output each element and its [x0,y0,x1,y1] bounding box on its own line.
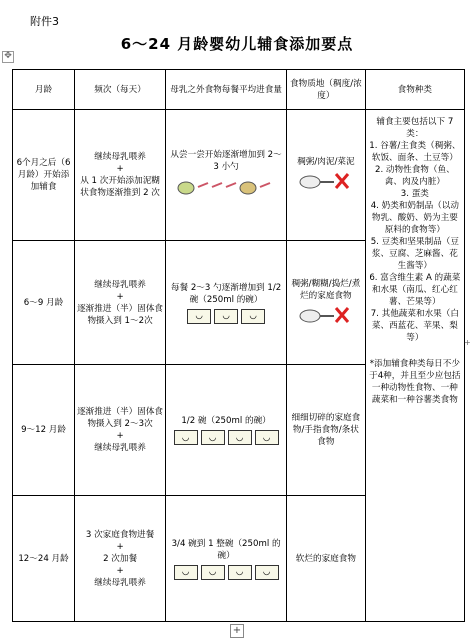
table-header-row [13,70,465,110]
freq-cell: 继续母乳喂养 + 逐渐推进（半）固体食物摄入到 1～2次 [75,241,166,365]
bowl-icon: ◡ [228,565,252,580]
food-types-cell: 辅食主要包括以下 7 类： 1. 谷薯/主食类（稠粥、软饭、面条、土豆等） 2. 动物性食物（鱼、禽、肉及内脏） 3. 蛋类 4. 奶类和奶制品（以动物乳、酸奶、奶为主要原料的食物等） 5. 豆类和坚果制品（豆浆、豆腐、芝麻酱、花生酱等） 6. 富含维生素 A 的蔬菜和水果（南瓜、红心红薯、芒果等） 7. 其他蔬菜和水果（白菜、西蓝花、苹果、梨等） *添加辅食种类每日不少于4种，并且至少应包括一种动物性食物、一种蔬菜和一种谷薯类食物 [365,110,464,622]
freq-cell: 继续母乳喂养 + 从 1 次开始添加泥糊状食物逐渐推到 2 次 [75,110,166,241]
age-cell: 9～12 月龄 [13,365,75,496]
attachment-label: 附件3 [30,15,59,28]
header-texture: 食物质地（稠度/浓度） [287,70,366,110]
add-row-icon[interactable]: + [230,624,244,638]
texture-cell: 稠粥/糊糊/捣烂/煮烂的家庭食物 [287,241,366,365]
food-note: *添加辅食种类每日不少于4种，并且至少应包括一种动物性食物、一种蔬菜和一种谷薯类食物 [369,359,461,405]
bowl-icon: ◡ [201,565,225,580]
bowl-icon: ◡ [241,309,265,324]
bowl-icon: ◡ [201,430,225,445]
page-title: 6～24 月龄婴幼儿辅食添加要点 [120,35,354,53]
move-handle-icon[interactable]: ✥ [2,51,14,63]
resize-handle-icon[interactable]: + [464,338,471,347]
freq-cell: 逐渐推进（半）固体食物摄入到 2～3次 + 继续母乳喂养 [75,365,166,496]
age-cell: 6～9 月龄 [13,241,75,365]
table-row [13,110,465,241]
bowls-illustration [168,430,284,445]
bowl-icon: ◡ [187,309,211,324]
header-types: 食物种类 [365,70,464,110]
amount-cell: 从尝一尝开始逐渐增加到 2～3 小勺 [166,110,287,241]
amount-cell: 1/2 碗（250ml 的碗） ◡ ◡ ◡ ◡ [166,365,287,496]
bowl-icon: ◡ [255,430,279,445]
bowl-icon: ◡ [255,565,279,580]
spoon-no-icon [296,170,356,194]
bowl-icon: ◡ [214,309,238,324]
bowl-icon: ◡ [174,565,198,580]
texture-cell: 软烂的家庭食物 [287,496,366,622]
spoons-illustration [176,175,276,201]
bowl-icon: ◡ [174,430,198,445]
freq-cell: 3 次家庭食物进餐 + 2 次加餐 + 继续母乳喂养 [75,496,166,622]
age-cell: 12～24 月龄 [13,496,75,622]
header-freq: 频次（每天） [75,70,166,110]
header-amount: 母乳之外食物每餐平均进食量 [166,70,287,110]
bowls-illustration [168,309,284,324]
texture-cell: 稠粥/肉泥/菜泥 [287,110,366,241]
header-age: 月龄 [13,70,75,110]
texture-cell: 细细切碎的家庭食物/手指食物/条状食物 [287,365,366,496]
feeding-table [12,69,465,622]
bowls-illustration [168,565,284,580]
amount-cell: 每餐 2～3 勺逐渐增加到 1/2 碗（250ml 的碗） ◡ ◡ ◡ [166,241,287,365]
amount-cell: 3/4 碗到 1 整碗（250ml 的碗） ◡ ◡ ◡ ◡ [166,496,287,622]
bowl-icon: ◡ [228,430,252,445]
spoon-no-icon [296,304,356,328]
age-cell: 6个月之后（6月龄）开始添加辅食 [13,110,75,241]
